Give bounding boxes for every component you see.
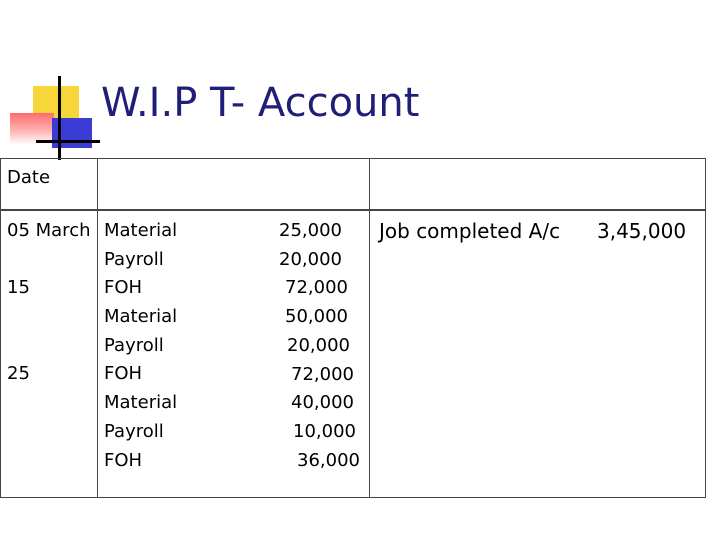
t-account-table bbox=[0, 158, 706, 498]
date-header: Date bbox=[7, 167, 51, 188]
slide-title: W.I.P T- Account bbox=[101, 80, 420, 126]
debit-amount: 10,000 bbox=[293, 420, 356, 442]
date-column bbox=[7, 217, 91, 475]
header-divider bbox=[1, 209, 705, 211]
slide-logo bbox=[0, 0, 100, 160]
debit-amount: 36,000 bbox=[297, 449, 360, 471]
credit-entry-amount: 3,45,000 bbox=[597, 219, 687, 243]
debit-amount: 20,000 bbox=[287, 334, 350, 356]
debit-amount: 20,000 bbox=[279, 248, 342, 270]
date-cell bbox=[7, 447, 91, 476]
debit-item: Payroll bbox=[104, 420, 164, 442]
debit-item-column bbox=[104, 217, 177, 475]
credit-entry-label: Job completed A/c bbox=[379, 219, 561, 243]
debit-amount: 72,000 bbox=[291, 363, 354, 385]
debit-item: Payroll bbox=[104, 334, 164, 356]
date-cell bbox=[7, 418, 91, 447]
date-cell: 15 bbox=[7, 277, 30, 299]
date-cell: 05 March bbox=[7, 220, 91, 241]
vertical-line-decoration bbox=[58, 76, 61, 160]
debit-amount: 40,000 bbox=[291, 392, 354, 414]
debit-item: FOH bbox=[104, 449, 143, 471]
debit-item: Material bbox=[104, 306, 178, 328]
date-cell bbox=[7, 332, 91, 361]
debit-amount: 50,000 bbox=[285, 306, 348, 328]
date-cell: 25 bbox=[7, 363, 30, 385]
debit-item: FOH bbox=[104, 363, 143, 385]
debit-item: FOH bbox=[104, 277, 143, 299]
debit-item: Material bbox=[104, 220, 178, 241]
date-cell bbox=[7, 303, 91, 332]
debit-item: Material bbox=[104, 392, 178, 414]
debit-item: Payroll bbox=[104, 248, 164, 270]
horizontal-line-decoration bbox=[36, 140, 100, 143]
date-cell bbox=[7, 246, 91, 275]
date-cell bbox=[7, 389, 91, 418]
debit-amount: 25,000 bbox=[279, 220, 342, 241]
debit-amount: 72,000 bbox=[285, 277, 348, 299]
